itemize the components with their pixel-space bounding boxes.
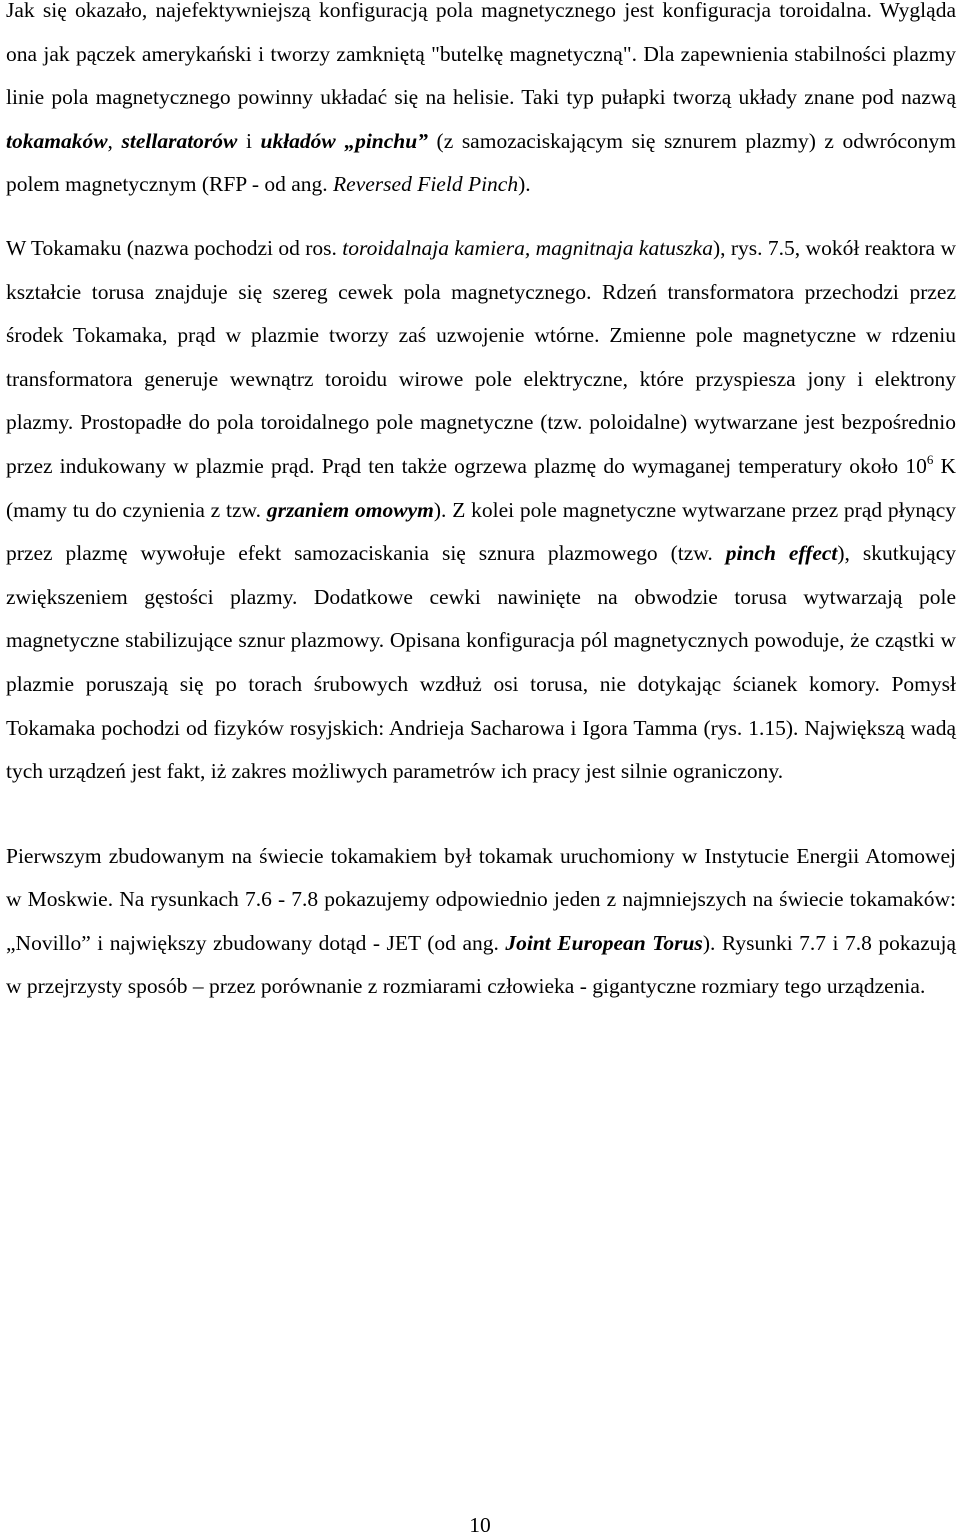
text-segment: W Tokamaku (nazwa pochodzi od ros.	[6, 235, 343, 260]
term-pinch-systems: układów „pinchu”	[260, 128, 428, 153]
text-segment: ).	[518, 172, 531, 197]
text-segment: (z samozaciskającym się sznurem plazmy) z odwróconym polem magnetycznym (RFP - od ang.	[6, 128, 956, 197]
text-segment: Jak się okazało, najefektywniejszą konfiguracją pola magnetycznego jest konfiguracja toroidalna. Wygląda ona jak pączek amerykański i tworzy zamkniętą "butelkę magnetyczną". Dla zapewnienia stabilności plazmy linie pola magnetycznego powinny układać się na helisie. Taki typ pułapki tworzą układy znane pod nazwą	[6, 0, 956, 110]
term-russian-origin: toroidalnaja kamiera, magnitnaja katuszka	[342, 235, 713, 260]
text-segment: ,	[107, 128, 122, 153]
term-reversed-field-pinch: Reversed Field Pinch	[333, 172, 519, 197]
text-segment: ), skutkujący zwiększeniem gęstości plazmy. Dodatkowe cewki nawinięte na obwodzie torusa wytwarzają pole magnetyczne stabilizujące sznur plazmowy. Opisana konfiguracja pól magnetycznych powoduje, że cząstki w plazmie poruszają się po torach śrubowych wzdłuż osi torusa, nie dotykając ścianek komory. Pomysł Tokamaka pochodzi od fizyków rosyjskich: Andrieja Sacharowa i Igora Tamma (rys. 1.15). Największą wadą tych urządzeń jest fakt, iż zakres możliwych parametrów ich pracy jest silnie ograniczony.	[6, 541, 957, 784]
page-number: 10	[469, 1513, 491, 1537]
term-joint-european-torus: Joint European Torus	[505, 930, 703, 955]
exponent-superscript: 6	[926, 451, 934, 467]
term-pinch-effect: pinch effect	[725, 541, 838, 566]
document-body	[6, 0, 956, 1009]
text-segment: ). Z kolei pole magnetyczne wytwarzane przez prąd płynący przez plazmę wywołuje efekt samozaciskania się sznura plazmowego (tzw.	[6, 497, 956, 566]
term-stellarators: stellaratorów	[121, 128, 238, 153]
term-tokamaks: tokamaków	[6, 128, 108, 153]
paragraph-tokamak-description	[6, 227, 956, 794]
text-segment: i	[237, 128, 261, 153]
paragraph-toroidal-configuration	[6, 0, 956, 207]
text-segment: ). Rysunki 7.7 i 7.8 pokazują w przejrzysty sposób – przez porównanie z rozmiarami człowieka - gigantyczne rozmiary tego urządzenia.	[6, 930, 957, 999]
paragraph-first-tokamak	[6, 835, 956, 1009]
term-ohmic-heating: grzaniem omowym	[266, 497, 434, 522]
text-segment: Pierwszym zbudowanym na świecie tokamakiem był tokamak uruchomiony w Instytucie Energii Atomowej w Moskwie. Na rysunkach 7.6 - 7.8 pokazujemy odpowiednio jeden z najmniejszych na świecie tokamaków: „Novillo” i największy zbudowany dotąd - JET (od ang.	[6, 843, 956, 955]
text-segment: ), rys. 7.5, wokół reaktora w kształcie torusa znajduje się szereg cewek pola magnetycznego. Rdzeń transformatora przechodzi przez środek Tokamaka, prąd w plazmie tworzy zaś uzwojenie wtórne. Zmienne pole magnetyczne w rdzeniu transformatora generuje wewnątrz toroidu wirowe pole elektryczne, które przyspiesza jony i elektrony plazmy. Prostopadłe do pola toroidalnego pole magnetyczne (tzw. poloidalne) wytwarzane jest bezpośrednio przez indukowany w plazmie prąd. Prąd ten także ogrzewa plazmę do wymaganej temperatury około 10	[6, 235, 957, 478]
text-segment: K (mamy tu do czynienia z tzw.	[6, 453, 956, 522]
